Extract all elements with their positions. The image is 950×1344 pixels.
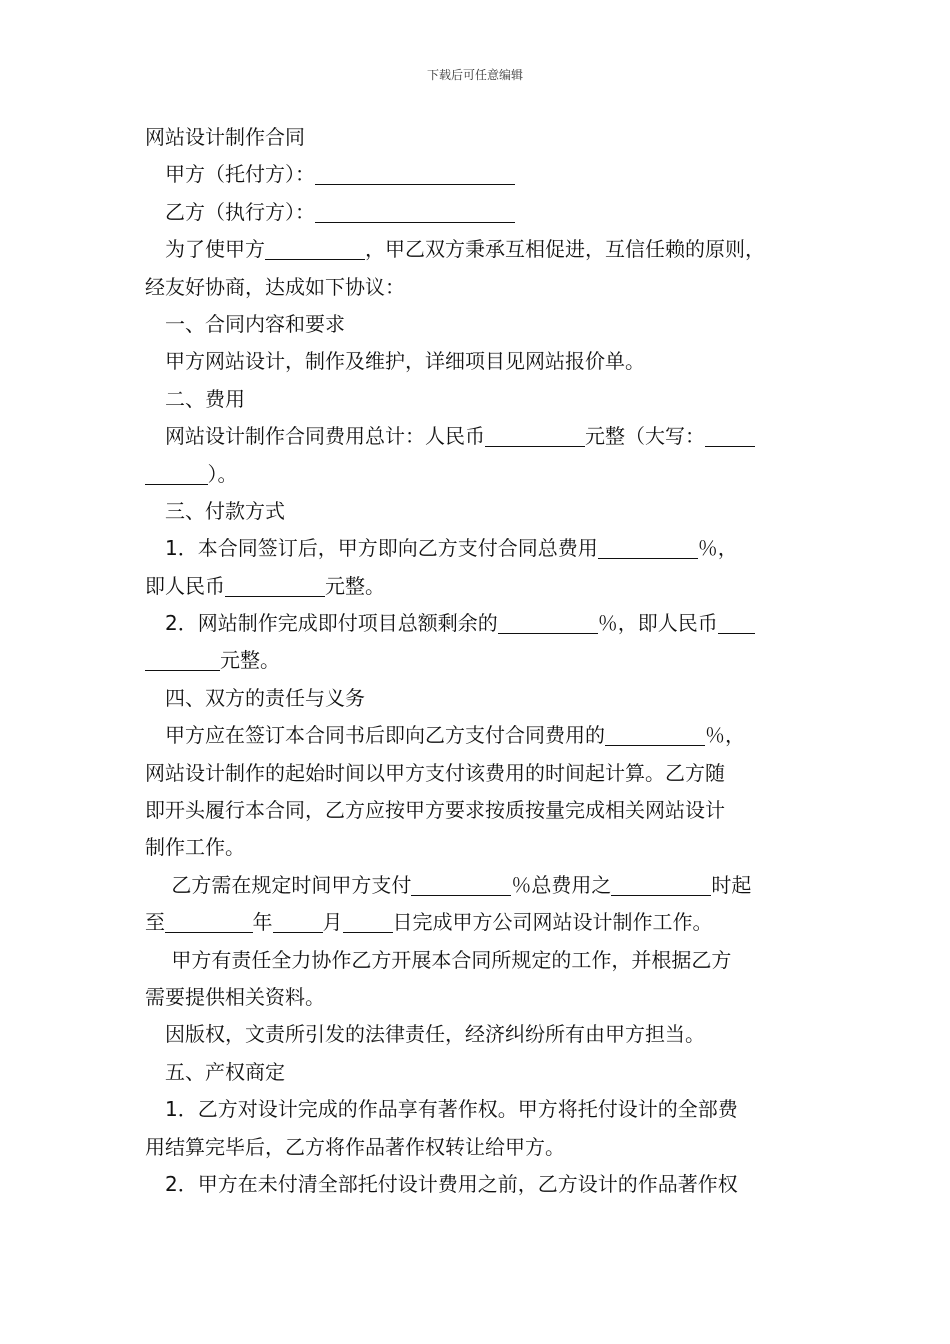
blank-field	[598, 536, 698, 559]
contract-line-sec-5-2a: 2．甲方在未付清全部托付设计费用之前，乙方设计的作品著作权	[165, 1171, 738, 1196]
contract-line-sec-3: 三、付款方式	[165, 498, 285, 523]
contract-line-sec-5-1b: 用结算完毕后，乙方将作品著作权转让给甲方。	[145, 1134, 565, 1159]
contract-line-party-a: 甲方（托付方）：	[145, 156, 811, 193]
blank-field	[718, 611, 756, 634]
page-header: 下载后可任意编辑	[426, 68, 523, 82]
contract-body	[145, 119, 811, 1203]
contract-line-intro-2: 经友好协商，达成如下协议：	[145, 274, 405, 299]
contract-line-sec-4-p1b: 网站设计制作的起始时间以甲方支付该费用的时间起计算。乙方随	[145, 760, 725, 785]
contract-line-sec-5-1a: 1．乙方对设计完成的作品享有著作权。甲方将托付设计的全部费	[165, 1097, 738, 1122]
contract-line-sec-1: 一、合同内容和要求	[165, 311, 345, 336]
blank-field	[145, 648, 220, 671]
blank-field	[485, 424, 585, 447]
blank-field	[315, 162, 515, 185]
contract-line-sec-3-2a: 2．网站制作完成即付项目总额剩余的 ％，即人民币	[145, 605, 811, 642]
contract-line-sec-4: 四、双方的责任与义务	[165, 685, 365, 710]
blank-field	[498, 611, 598, 634]
contract-line-sec-1-p: 甲方网站设计，制作及维护，详细项目见网站报价单。	[165, 349, 645, 374]
blank-field	[145, 462, 208, 485]
contract-line-sec-4-p3b: 需要提供相关资料。	[145, 984, 325, 1009]
contract-line-sec-2-p1: 网站设计制作合同费用总计：人民币 元整（大写：	[145, 418, 811, 455]
contract-line-sec-4-p3a: 甲方有责任全力协作乙方开展本合同所规定的工作，并根据乙方	[165, 947, 732, 972]
blank-field	[411, 873, 511, 896]
contract-line-sec-4-p1a: 甲方应在签订本合同书后即向乙方支付合同费用的 ％，	[165, 723, 745, 748]
blank-field	[343, 910, 393, 933]
contract-line-intro-1: 为了使甲方 ，甲乙双方秉承互相促进，互信任赖的原则，	[165, 237, 765, 262]
blank-field	[315, 200, 515, 223]
blank-field	[605, 723, 705, 746]
contract-line-sec-4-p4: 因版权，文责所引发的法律责任，经济纠纷所有由甲方担当。	[165, 1022, 705, 1047]
blank-field	[165, 910, 253, 933]
contract-line-sec-5: 五、产权商定	[165, 1059, 285, 1084]
contract-line-sec-2: 二、费用	[165, 386, 245, 411]
contract-line-sec-4-p1d: 制作工作。	[145, 835, 245, 860]
contract-line-sec-3-2b: 元整。	[145, 642, 811, 679]
contract-line-party-b: 乙方（执行方）：	[145, 194, 811, 231]
blank-field	[705, 424, 755, 447]
contract-line-sec-3-1b: 即人民币 元整。	[145, 573, 385, 598]
contract-line-sec-4-p2b: 至 年 月 日完成甲方公司网站设计制作工作。	[145, 910, 713, 935]
contract-line-sec-3-1a: 1．本合同签订后，甲方即向乙方支付合同总费用 ％，	[165, 536, 738, 561]
blank-field	[273, 910, 323, 933]
blank-field	[611, 873, 711, 896]
blank-field	[265, 237, 365, 260]
contract-line-sec-4-p2a: 乙方需在规定时间甲方支付 ％总费用之 时起	[165, 872, 752, 897]
contract-line-title: 网站设计制作合同	[145, 125, 305, 149]
blank-field	[225, 574, 325, 597]
contract-line-sec-2-p2: ）。	[145, 456, 811, 493]
contract-line-sec-4-p1c: 即开头履行本合同，乙方应按甲方要求按质按量完成相关网站设计	[145, 798, 725, 823]
